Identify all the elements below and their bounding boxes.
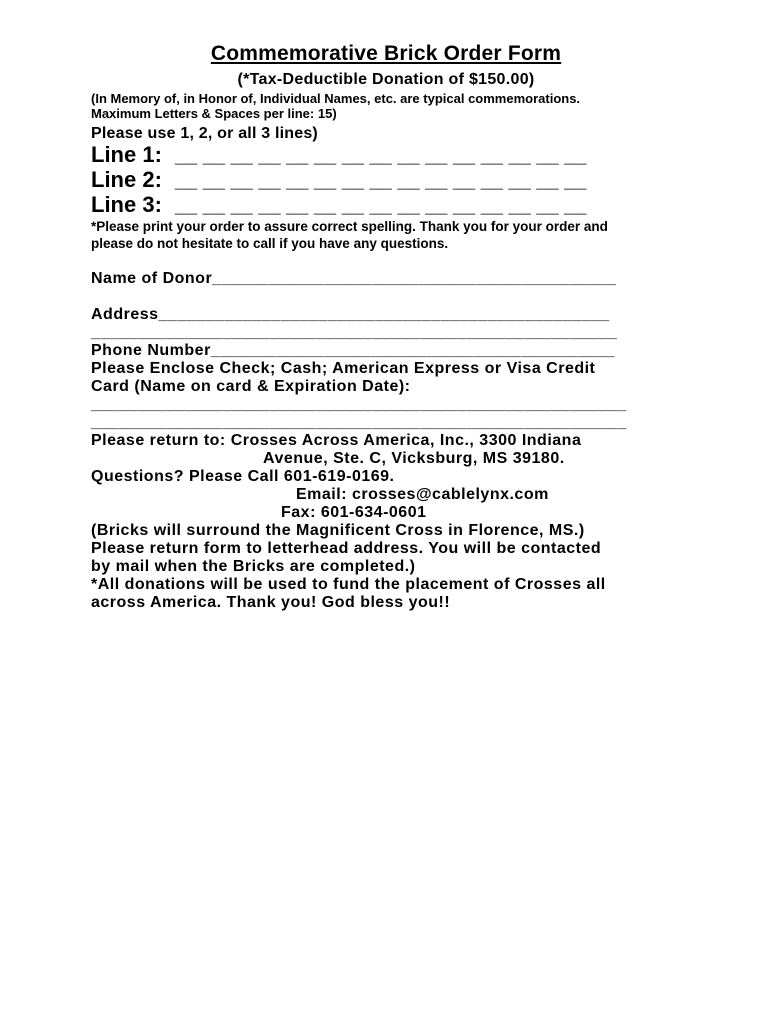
form-subtitle: (*Tax-Deductible Donation of $150.00) (237, 71, 535, 88)
brick-line-3-blanks[interactable]: __ __ __ __ __ __ __ __ __ __ __ __ __ __ __ (174, 195, 587, 217)
closing-line1: (Bricks will surround the Magnificent Cross in Florence, MS.) (91, 522, 585, 539)
questions-phone: Questions? Please Call 601-619-0169. (91, 468, 395, 485)
commemoration-note-line1: (In Memory of, in Honor of, Individual Names, etc. are typical commemorations. (91, 91, 581, 106)
closing-line2: Please return form to letterhead address. You will be contacted (91, 540, 602, 557)
payment-instruction-line2: Card (Name on card & Expiration Date): (91, 378, 411, 395)
brick-line-3[interactable] (91, 193, 681, 218)
contact-email: Email: crosses@cablelynx.com (296, 486, 549, 503)
spelling-note-line2: please do not hesitate to call if you have any questions. (91, 236, 449, 251)
order-form-page (91, 42, 681, 612)
brick-line-1-label: Line 1: (91, 142, 162, 167)
spelling-note-line1: *Please print your order to assure correct spelling. Thank you for your order and (91, 219, 608, 234)
form-title: Commemorative Brick Order Form (210, 42, 562, 65)
brick-line-2-label: Line 2: (91, 167, 162, 192)
commemoration-note-line2: Maximum Letters & Spaces per line: 15) (91, 106, 337, 121)
payment-instruction-line1: Please Enclose Check; Cash; American Express or Visa Credit (91, 360, 596, 377)
address-field[interactable]: Address________________________________________________ (91, 306, 610, 323)
brick-line-1[interactable] (91, 143, 681, 168)
payment-details-blank1[interactable]: _________________________________________________________ (91, 396, 627, 413)
phone-number-field[interactable]: Phone Number___________________________________________ (91, 342, 615, 359)
return-address-line2: Avenue, Ste. C, Vicksburg, MS 39180. (263, 450, 565, 467)
brick-line-3-label: Line 3: (91, 192, 162, 217)
address-line2-field[interactable]: ________________________________________________________ (91, 324, 618, 341)
donor-name-field[interactable]: Name of Donor___________________________________________ (91, 270, 617, 287)
closing-line5: across America. Thank you! God bless you!! (91, 594, 451, 611)
contact-fax: Fax: 601-634-0601 (281, 504, 427, 521)
closing-line4: *All donations will be used to fund the placement of Crosses all (91, 576, 606, 593)
return-address-line1: Please return to: Crosses Across America, Inc., 3300 Indiana (91, 432, 582, 449)
brick-line-2-blanks[interactable]: __ __ __ __ __ __ __ __ __ __ __ __ __ __ __ (174, 170, 587, 192)
closing-line3: by mail when the Bricks are completed.) (91, 558, 416, 575)
brick-line-1-blanks[interactable]: __ __ __ __ __ __ __ __ __ __ __ __ __ __ __ (174, 145, 587, 167)
please-use-instruction: Please use 1, 2, or all 3 lines) (91, 125, 318, 142)
brick-line-2[interactable] (91, 168, 681, 193)
payment-details-blank2[interactable]: _________________________________________________________ (91, 414, 627, 431)
